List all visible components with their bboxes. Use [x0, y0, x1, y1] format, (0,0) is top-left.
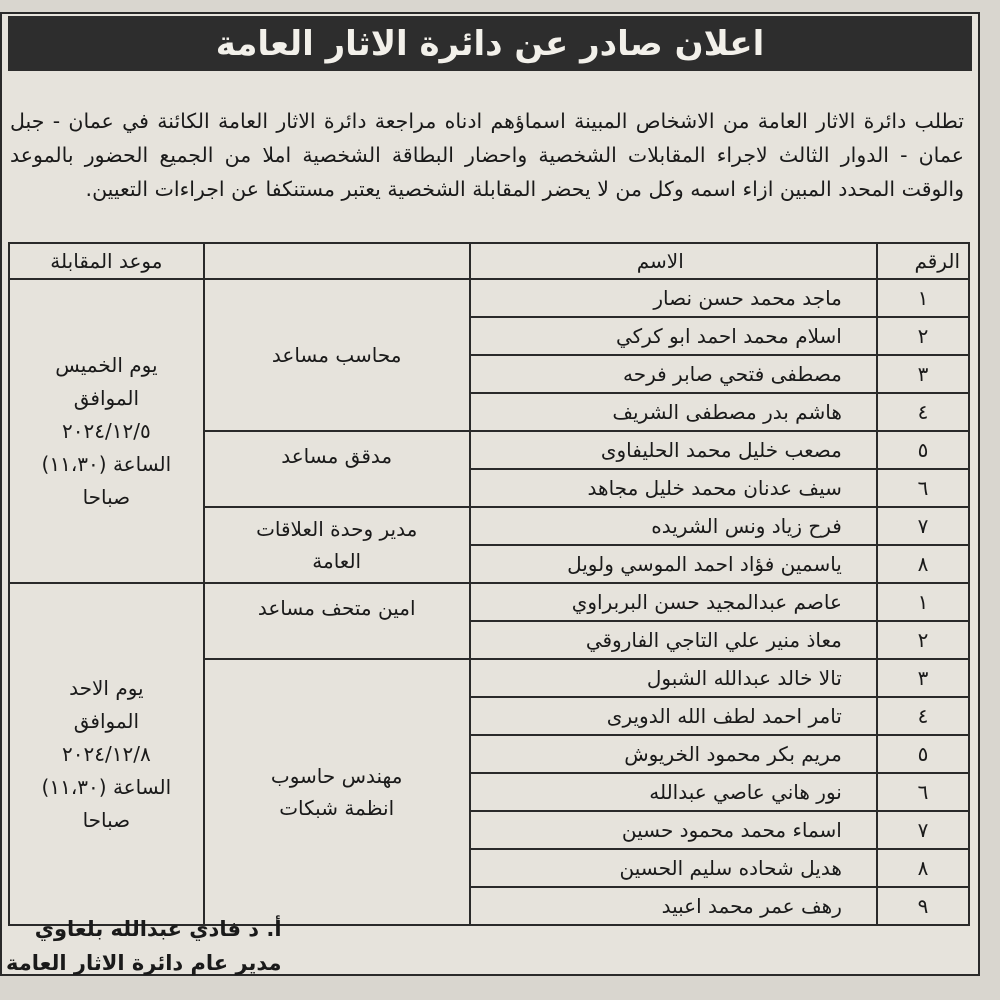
- job-pr-line-2: العامة: [312, 549, 362, 573]
- date-time: الساعة (١١،٣٠): [41, 451, 172, 476]
- row-name: اسماء محمد محمود حسين: [470, 811, 877, 849]
- job-museum-keeper: امين متحف مساعد: [204, 583, 470, 659]
- intro-paragraph: تطلب دائرة الاثار العامة من الاشخاص المبينة اسماؤهم ادناه مراجعة دائرة الاثار العامة الكائنة في عمان - جبل عمان - الدوار الثالث لاجراء المقابلات الشخصية واحضار البطاقة الشخصية املا من الجميع الحضور بالموعد والوقت المحدد المبين ازاء اسمه وكل من لا يحضر المقابلة الشخصية يعتبر مستنكفا عن اجراءات التعيين.: [10, 109, 964, 201]
- row-number: ١: [877, 279, 969, 317]
- row-number: ٦: [877, 773, 969, 811]
- row-name: رهف عمر محمد اعبيد: [470, 887, 877, 925]
- job-accountant: محاسب مساعد: [204, 279, 470, 431]
- row-number: ٦: [877, 469, 969, 507]
- job-pr-line-1: مدير وحدة العلاقات: [256, 517, 418, 541]
- date-value: ٢٠٢٤/١٢/٨: [62, 741, 151, 766]
- row-name: اسلام محمد احمد ابو كركي: [470, 317, 877, 355]
- header-date: موعد المقابلة: [9, 243, 204, 279]
- signatory-position: مدير عام دائرة الاثار العامة: [6, 951, 282, 975]
- table-row: [9, 279, 969, 317]
- row-name: سيف عدنان محمد خليل مجاهد: [470, 469, 877, 507]
- row-number: ٧: [877, 507, 969, 545]
- job-pr-manager: [204, 507, 470, 583]
- announcement-title: اعلان صادر عن دائرة الاثار العامة: [8, 16, 972, 71]
- row-number: ٣: [877, 659, 969, 697]
- row-number: ٣: [877, 355, 969, 393]
- row-number: ٤: [877, 393, 969, 431]
- row-name: مصطفى فتحي صابر فرحه: [470, 355, 877, 393]
- row-name: فرح زياد ونس الشريده: [470, 507, 877, 545]
- interview-table: [8, 242, 970, 926]
- date-value: ٢٠٢٤/١٢/٥: [62, 418, 151, 443]
- date-label: الموافق: [73, 385, 140, 410]
- row-name: تالا خالد عبدالله الشبول: [470, 659, 877, 697]
- header-name: الاسم: [470, 243, 877, 279]
- interview-date-first: [9, 279, 204, 583]
- row-number: ٧: [877, 811, 969, 849]
- job-engineer-line-1: مهندس حاسوب: [270, 764, 403, 788]
- job-network-engineer: [204, 659, 470, 925]
- table-row: [9, 583, 969, 621]
- row-number: ٥: [877, 735, 969, 773]
- row-name: معاذ منير علي التاجي الفاروقي: [470, 621, 877, 659]
- job-auditor: مدقق مساعد: [204, 431, 470, 507]
- date-period: صباحا: [82, 807, 131, 832]
- announcement-sheet: [0, 12, 980, 976]
- row-name: نور هاني عاصي عبدالله: [470, 773, 877, 811]
- row-name: عاصم عبدالمجيد حسن البربراوي: [470, 583, 877, 621]
- row-number: ٢: [877, 621, 969, 659]
- row-name: هاشم بدر مصطفى الشريف: [470, 393, 877, 431]
- row-number: ٨: [877, 849, 969, 887]
- table-header-row: [9, 243, 969, 279]
- signatory-name: أ. د فادي عبدالله بلعاوي: [34, 917, 282, 941]
- row-name: ياسمين فؤاد احمد الموسي ولويل: [470, 545, 877, 583]
- signature-block: [6, 912, 282, 980]
- row-name: مريم بكر محمود الخريوش: [470, 735, 877, 773]
- header-number: الرقم: [877, 243, 969, 279]
- row-number: ٢: [877, 317, 969, 355]
- date-day: يوم الخميس: [55, 352, 158, 377]
- job-engineer-line-2: انظمة شبكات: [279, 796, 395, 820]
- row-name: مصعب خليل محمد الحليفاوى: [470, 431, 877, 469]
- date-period: صباحا: [82, 484, 131, 509]
- header-job: [204, 243, 470, 279]
- row-name: تامر احمد لطف الله الدويرى: [470, 697, 877, 735]
- row-number: ١: [877, 583, 969, 621]
- row-number: ٩: [877, 887, 969, 925]
- row-number: ٤: [877, 697, 969, 735]
- row-name: هديل شحاده سليم الحسين: [470, 849, 877, 887]
- date-label: الموافق: [73, 708, 140, 733]
- interview-date-second: [9, 583, 204, 925]
- row-number: ٥: [877, 431, 969, 469]
- row-name: ماجد محمد حسن نصار: [470, 279, 877, 317]
- row-number: ٨: [877, 545, 969, 583]
- date-day: يوم الاحد: [69, 675, 144, 700]
- date-time: الساعة (١١،٣٠): [41, 774, 172, 799]
